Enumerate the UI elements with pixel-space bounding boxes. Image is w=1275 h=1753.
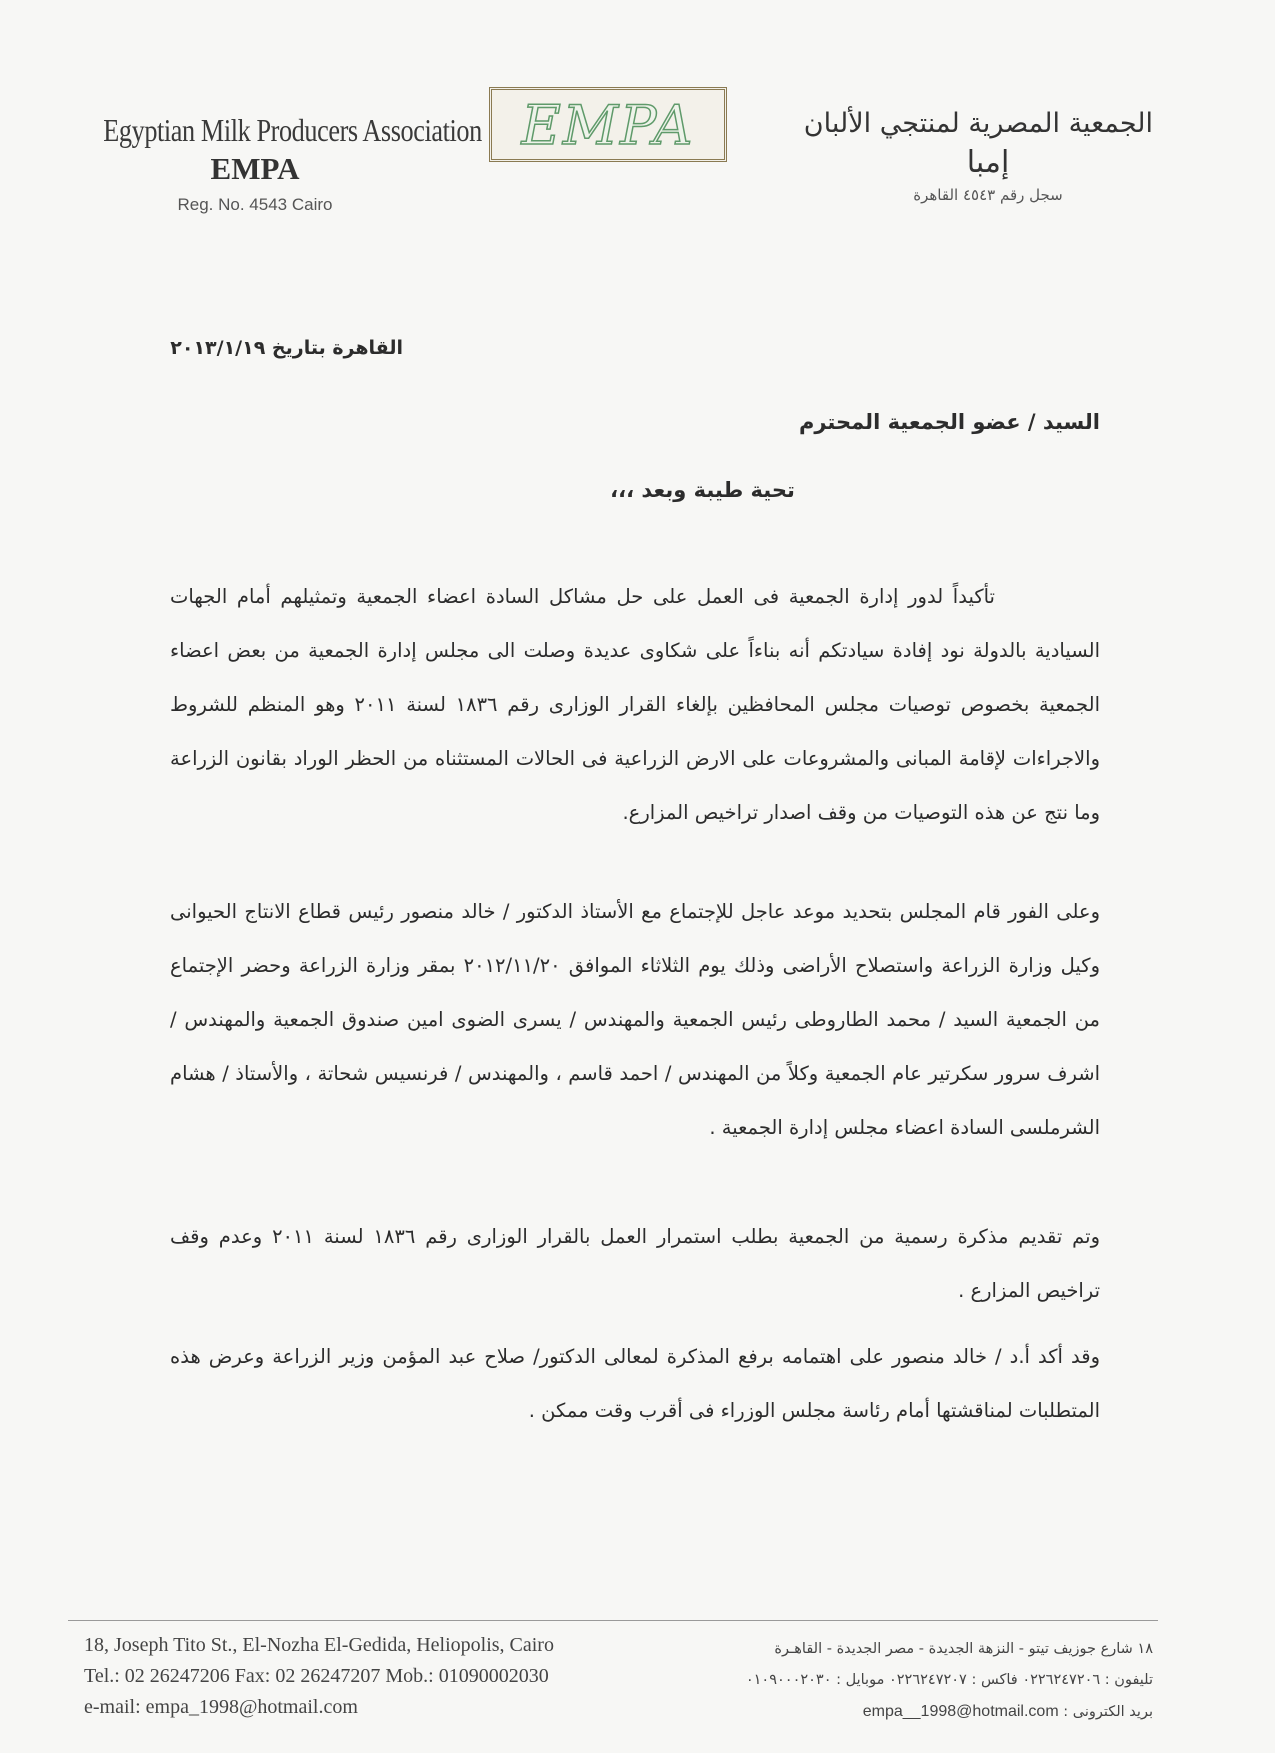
arabic-email-label: بريد الكترونى :: [1063, 1704, 1153, 1720]
arabic-registration: سجل رقم ٤٥٤٣ القاهرة: [913, 186, 1063, 204]
english-phones: Tel.: 02 26247206 Fax: 02 26247207 Mob.: 01090002030: [84, 1665, 549, 1687]
arabic-org-abbr: إمبا: [966, 145, 1010, 180]
paragraph-1-text: تأكيداً لدور إدارة الجمعية فى العمل على حل مشاكل السادة اعضاء الجمعية وتمثيلهم أمام الجهات السيادية بالدولة نود إفادة سيادتكم أنه بناءاً على شكاوى عديدة وصلت الى مجلس إدارة الجمعية من بعض اعضاء الجمعية بخصوص توصيات مجلس المحافظين بإلغاء القرار الوزارى رقم ١٨٣٦ لسنة ٢٠١١ وهو المنظم للشروط والاجراءات لإقامة المبانى والمشروعات على الارض الزراعية فى الحالات المستثناه من الحظر الوراد بقانون الزراعة وما نتج عن هذه التوصيات من وقف اصدار تراخيص المزارع.: [170, 585, 1100, 824]
english-registration: Reg. No. 4543 Cairo: [177, 195, 333, 214]
arabic-phones: تليفون : ٠٢٢٦٢٤٧٢٠٦ فاكس : ٠٢٢٦٢٤٧٢٠٧ موبايل : ٠١٠٩٠٠٠٢٠٣٠: [745, 1672, 1153, 1688]
logo-text: EMPA: [521, 94, 695, 157]
arabic-address: ١٨ شارع جوزيف تيتو - النزهة الجديدة - مصر الجديدة - القاهـرة: [774, 1641, 1153, 1657]
english-footer: [84, 1630, 554, 1723]
greeting: [0, 478, 1275, 502]
salutation: السيد / عضو الجمعية المحترم: [798, 410, 1100, 434]
english-email: e-mail: empa_1998@hotmail.com: [84, 1696, 358, 1718]
english-address: 18, Joseph Tito St., El-Nozha El-Gedida, Heliopolis, Cairo: [84, 1634, 554, 1656]
arabic-footer: [746, 1634, 1153, 1728]
paragraph-4: وقد أكد أ.د / خالد منصور على اهتمامه برفع المذكرة لمعالى الدكتور/ صلاح عبد المؤمن وزير الزراعة وعرض هذه المتطلبات لمناقشتها أمام رئاسة مجلس الوزراء فى أقرب وقت ممكن .: [170, 1345, 1100, 1422]
arabic-org-name: الجمعية المصرية لمنتجي الألبان: [803, 108, 1153, 139]
arabic-email-line: [746, 1696, 1153, 1728]
greeting-text: تحية طيبة وبعد ،،،: [610, 478, 795, 502]
letter-date: القاهرة بتاريخ ٢٠١٣/١/١٩: [170, 337, 403, 359]
footer-divider: [68, 1620, 1158, 1621]
english-org-abbr: EMPA: [210, 151, 300, 186]
empa-logo: [489, 87, 727, 162]
paragraph-3: وتم تقديم مذكرة رسمية من الجمعية بطلب استمرار العمل بالقرار الوزارى رقم ١٨٣٦ لسنة ٢٠١١ وعدم وقف تراخيص المزارع .: [170, 1225, 1101, 1302]
paragraph-1: [170, 570, 1100, 840]
english-org-name: Egyptian Milk Producers Association: [103, 112, 482, 148]
english-letterhead: [70, 112, 482, 215]
paragraph-2: وعلى الفور قام المجلس بتحديد موعد عاجل للإجتماع مع الأستاذ الدكتور / خالد منصور رئيس قطاع الانتاج الحيوانى وكيل وزارة الزراعة واستصلاح الأراضى وذلك يوم الثلاثاء الموافق ٢٠١٢/١١/٢٠ بمقر وزارة الزراعة وحضر الإجتماع من الجمعية السيد / محمد الطاروطى رئيس الجمعية والمهندس / يسرى الضوى امين صندوق الجمعية والمهندس / اشرف سرور سكرتير عام الجمعية وكلاً من المهندس / احمد قاسم ، والمهندس / فرنسيس شحاتة ، والأستاذ / هشام الشرملسى السادة اعضاء مجلس إدارة الجمعية .: [170, 900, 1100, 1139]
arabic-letterhead: [803, 108, 1153, 204]
arabic-email: empa__1998@hotmail.com: [862, 1703, 1059, 1720]
